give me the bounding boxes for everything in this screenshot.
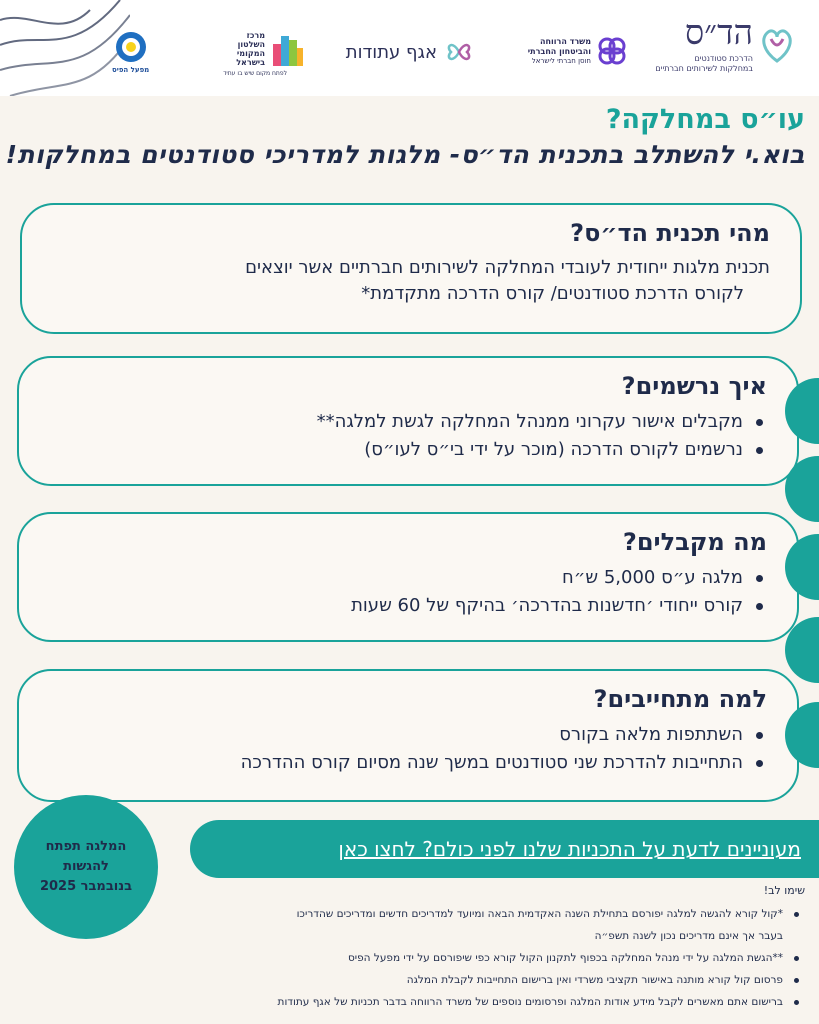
card-what-you-receive [17, 512, 799, 642]
ministry-line-1: משרד הרווחה [540, 36, 591, 46]
hades-logo [655, 13, 795, 75]
ministry-logo [528, 36, 627, 66]
list-item: מלגה ע״ס 5,000 ש״ח [49, 564, 767, 592]
card-what-title: מהי תכנית הד״ס? [570, 219, 770, 247]
kicker-title: עו״ס במחלקה? [605, 104, 805, 135]
note-item: **הגשת המלגה על ידי מנהל המחלקה בכפוף לתקנון הקול קורא כפי שיפורסם על ידי מפעל הפיס [15, 947, 805, 969]
ministry-line-3: חוסן חברתי לישראל [531, 56, 591, 65]
list-item: מקבלים אישור עקרוני ממנהל המחלקה לגשת למלגה** [49, 408, 767, 436]
olim-logo [346, 36, 475, 68]
forum-line-1: מרכז [246, 30, 265, 40]
card-what-body-2: לקורס הדרכת סטודנטים/ קורס הדרכה מתקדמת* [361, 283, 744, 305]
card-commit-title: למה מתחייבים? [593, 685, 767, 713]
heart-infinity-icon [759, 25, 795, 65]
forum-line-3: המקומי [236, 49, 265, 58]
note-item: ברישום אתם מאשרים לקבל מידע אודות המלגה ופרסומים נוספים של משרד הרווחה בדבר תכניות של אגף עתודות [15, 991, 805, 1013]
list-item: התחייבות להדרכת שני סטודנטים במשך שנה מסיום קורס ההדרכה [49, 749, 767, 777]
hades-subtitle-2: במחלקות לשירותים חברתיים [655, 64, 753, 74]
cta-banner[interactable] [190, 820, 819, 878]
pais-logo-text: מפעל הפיס [112, 66, 150, 74]
card-what-is-program [20, 203, 802, 334]
ministry-line-2: והביטחון החברתי [527, 46, 591, 56]
heart-clover-icon [443, 36, 475, 68]
list-item: נרשמים לקורס הדרכה (מוכר על ידי בי״ס לעו״ס) [49, 436, 767, 464]
olim-logo-text: אגף עתודות [345, 41, 437, 63]
pais-logo [112, 30, 149, 74]
card-receive-title: מה מקבלים? [622, 528, 767, 556]
opening-line-1: המלגה תפתח [45, 838, 127, 854]
note-item: פרסום קול קורא מותנה באישור תקציבי משרדי ואין ברישום התחייבות לקבלת המלגה [15, 969, 805, 991]
notes-section [15, 884, 805, 1013]
decorative-swirl-icon [0, 0, 130, 96]
forum-line-4: בישראל [236, 58, 265, 68]
card-register-title: איך נרשמים? [621, 372, 767, 400]
hades-subtitle-1: הדרכת סטודנטים [694, 54, 753, 63]
local-gov-forum-logo [223, 30, 305, 77]
opening-line-2: להגשות [63, 858, 109, 874]
card-what-body-1: תכנית מלגות ייחודית לעובדי המחלקה לשירותים חברתיים אשר יוצאים [245, 257, 770, 278]
pais-emblem-icon [113, 30, 149, 64]
forum-line-2: השלטון [237, 39, 265, 49]
buildings-icon [271, 30, 305, 68]
list-item: השתתפות מלאה בקורס [49, 721, 767, 749]
list-item: קורס ייחודי ׳חדשנות בהדרכה׳ בהיקף של 60 שעות [49, 592, 767, 620]
card-commitments [17, 669, 799, 802]
hades-brand: הד״ס [684, 13, 753, 53]
ministry-knot-icon [597, 36, 627, 66]
note-item-continuation: בעבר אך אינם מדריכים נכון לשנה תשפ״ה [594, 930, 783, 943]
cta-link[interactable]: מעוניינים לדעת על התכניות שלנו לפני כולם? לחצו כאן [338, 837, 801, 861]
note-item: *קול קורא להגשה למלגה יפורסם בתחילת השנה האקדמית הבאה ומיועד למדריכים חדשים ומדריכים שהדריכו [15, 903, 805, 925]
forum-tagline: לפתח מקום שיש בו עתיד [223, 70, 287, 77]
card-how-to-register [17, 356, 799, 486]
main-headline: בוא.י להשתלב בתכנית הד״ס- מלגות למדריכי סטודנטים במחלקות! [5, 140, 805, 169]
notes-title: שימו לב! [763, 884, 805, 897]
header-logo-bar [0, 0, 819, 96]
opening-line-3: בנובמבר 2025 [39, 879, 133, 895]
